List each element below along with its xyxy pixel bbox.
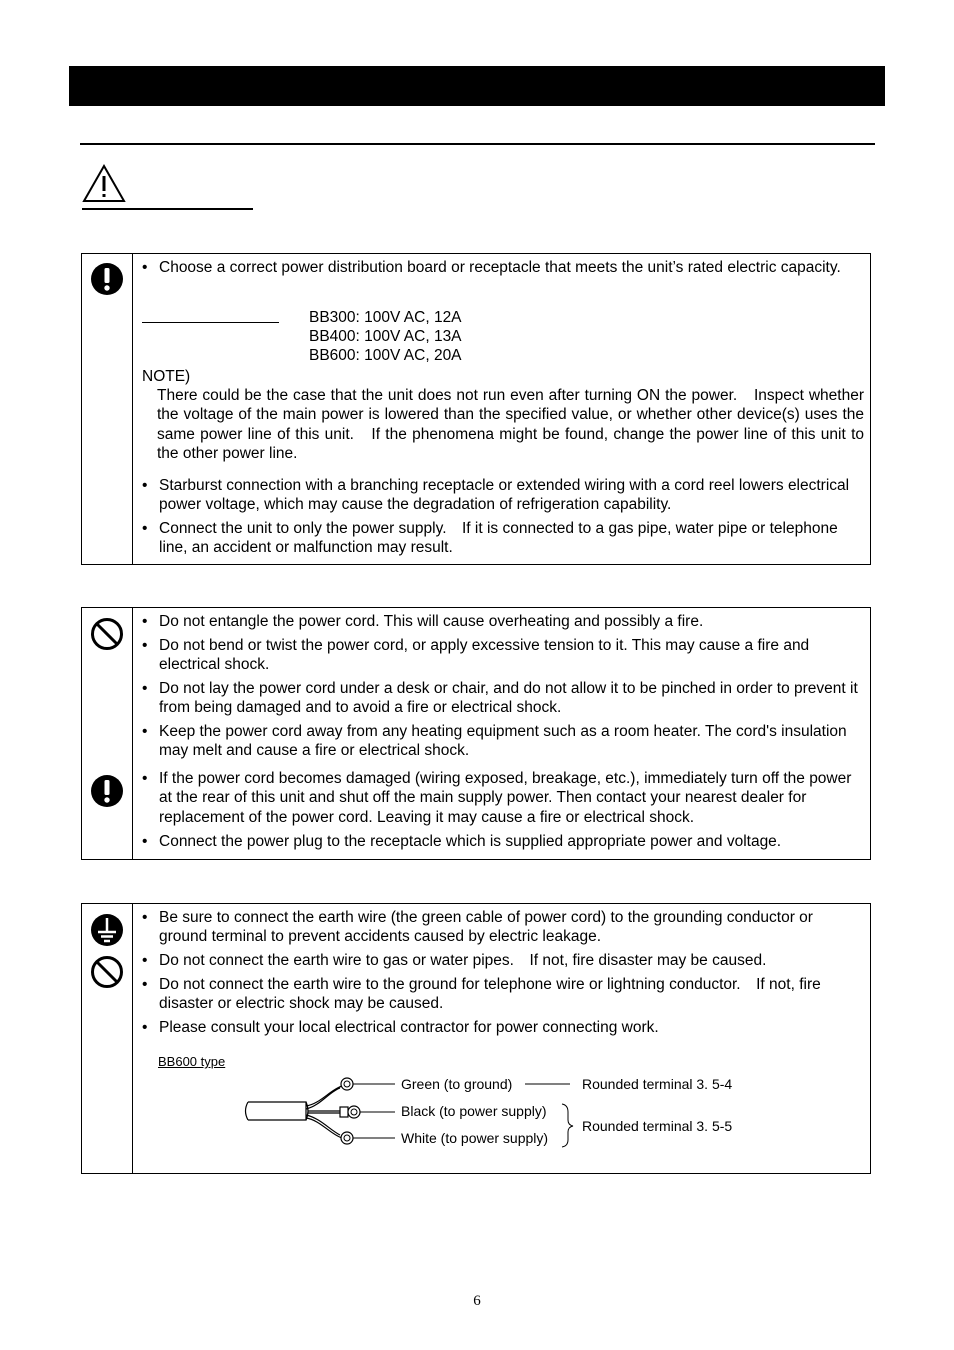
list-item: • Do not lay the power cord under a desk or chair, and do not allow it to be pinched in order to prevent it from being damaged and to avoid a fire or electrical shock. [142,680,858,717]
list-item: • If the power cord becomes damaged (wiring exposed, breakage, etc.), immediately turn off the power at the rear of this unit and shut off the main supply power. Then contact your nearest dealer for replacement of the power cord. Leaving it may cause a fire or electrical shock. [142,770,852,826]
list-item: • Do not connect the earth wire to the ground for telephone wire or lightning conductor. If not, fire disaster or electric shock may be caused. [142,976,821,1013]
list-item: • Do not connect the earth wire to gas or water pipes. If not, fire disaster may be caused. [142,952,767,969]
spec-bb300: BB300: 100V AC, 12A [309,309,462,326]
prohibition-icon [90,617,124,651]
bullet-text: Do not connect the earth wire to gas or water pipes. If not, fire disaster may be caused. [159,952,767,969]
green-wire-label: Green (to ground) [401,1076,513,1092]
bullet-text: Connect the power plug to the receptacle which is supplied appropriate power and voltage. [159,833,782,850]
bullet-text: If the power cord becomes damaged (wiring exposed, breakage, etc.), immediately turn off the power at the rear of this unit and shut off the main supply power. Then contact your nearest dealer for replacement of the power cord. Leaving it may cause a fire or electrical shock. [159,770,852,826]
icon-column [82,904,133,1173]
white-wire-label: White (to power supply) [401,1130,549,1146]
ground-terminal-label: Rounded terminal 3. 5-4 [582,1076,733,1092]
black-wire-label: Black (to power supply) [401,1103,547,1119]
mandatory-action-icon [90,262,124,296]
section-header-bar [69,66,885,106]
list-item: • Keep the power cord away from any heating equipment such as a room heater. The cord's insulation may melt and cause a fire or electrical shock. [142,723,847,760]
warning-triangle-icon [82,164,126,204]
list-item: • Do not bend or twist the power cord, or apply excessive tension to it. This may cause a fire and electrical shock. [142,637,810,674]
page-number: 6 [473,1293,481,1309]
spec-label-line [142,322,279,323]
spec-bb400: BB400: 100V AC, 13A [309,328,462,345]
subsection-rule [80,143,875,145]
bullet-text: Starburst connection with a branching receptacle or extended wiring with a cord reel lowers electrical power voltage, which may cause the degradation of refrigeration capability. [159,477,850,514]
power-terminal-label: Rounded terminal 3. 5-5 [582,1118,733,1134]
diagram-title: BB600 type [158,1054,226,1069]
bullet-text: Please consult your local electrical contractor for power connecting work. [159,1019,659,1036]
bullet-text: Do not bend or twist the power cord, or apply excessive tension to it. This may cause a fire and electrical shock. [159,637,810,674]
list-item: • Please consult your local electrical contractor for power connecting work. [142,1019,659,1036]
bullet-text: Do not entangle the power cord. This will cause overheating and possibly a fire. [159,613,704,630]
warning-heading-underline [82,208,253,210]
list-item: • Do not entangle the power cord. This will cause overheating and possibly a fire. [142,613,704,630]
note-text: There could be the case that the unit does not run even after turning ON the power. Inspect whether the voltage of the main power is lowered than the specified value, or whether other device(s) uses the same power line of this unit. If the phenomena might be found, change the power line of this unit to the other power line. [157,387,864,462]
bullet-text: Be sure to connect the earth wire (the green cable of power cord) to the grounding conductor or ground terminal to prevent accidents caused by electric leakage. [159,909,813,946]
list-item: • Connect the power plug to the receptacle which is supplied appropriate power and voltage. [142,833,782,850]
bullet-text: Connect the unit to only the power supply. If it is connected to a gas pipe, water pipe or telephone line, an accident or malfunction may result. [159,520,838,557]
icon-column [82,254,133,564]
prohibition-icon [90,955,124,989]
note-label: NOTE) [142,368,191,385]
bullet-text: Choose a correct power distribution board or receptacle that meets the unit’s rated electric capacity. [159,259,841,276]
ground-connection-icon [90,913,124,947]
list-item: • Choose a correct power distribution board or receptacle that meets the unit’s rated electric capacity. [142,259,841,276]
list-item: • Be sure to connect the earth wire (the green cable of power cord) to the grounding conductor or ground terminal to prevent accidents caused by electric leakage. [142,909,813,946]
bullet-text: Do not lay the power cord under a desk or chair, and do not allow it to be pinched in order to prevent it from being damaged and to avoid a fire or electrical shock. [159,680,858,717]
icon-column [82,608,133,859]
spec-bb600: BB600: 100V AC, 20A [309,347,462,364]
list-item: • Connect the unit to only the power supply. If it is connected to a gas pipe, water pipe or telephone line, an accident or malfunction may result. [142,520,838,557]
bullet-text: Keep the power cord away from any heating equipment such as a room heater. The cord's insulation may melt and cause a fire or electrical shock. [159,723,847,760]
mandatory-action-icon [90,774,124,808]
bullet-text: Do not connect the earth wire to the ground for telephone wire or lightning conductor. If not, fire disaster or electric shock may be caused. [159,976,821,1013]
list-item: • Starburst connection with a branching receptacle or extended wiring with a cord reel lowers electrical power voltage, which may cause the degradation of refrigeration capability. [142,477,850,514]
